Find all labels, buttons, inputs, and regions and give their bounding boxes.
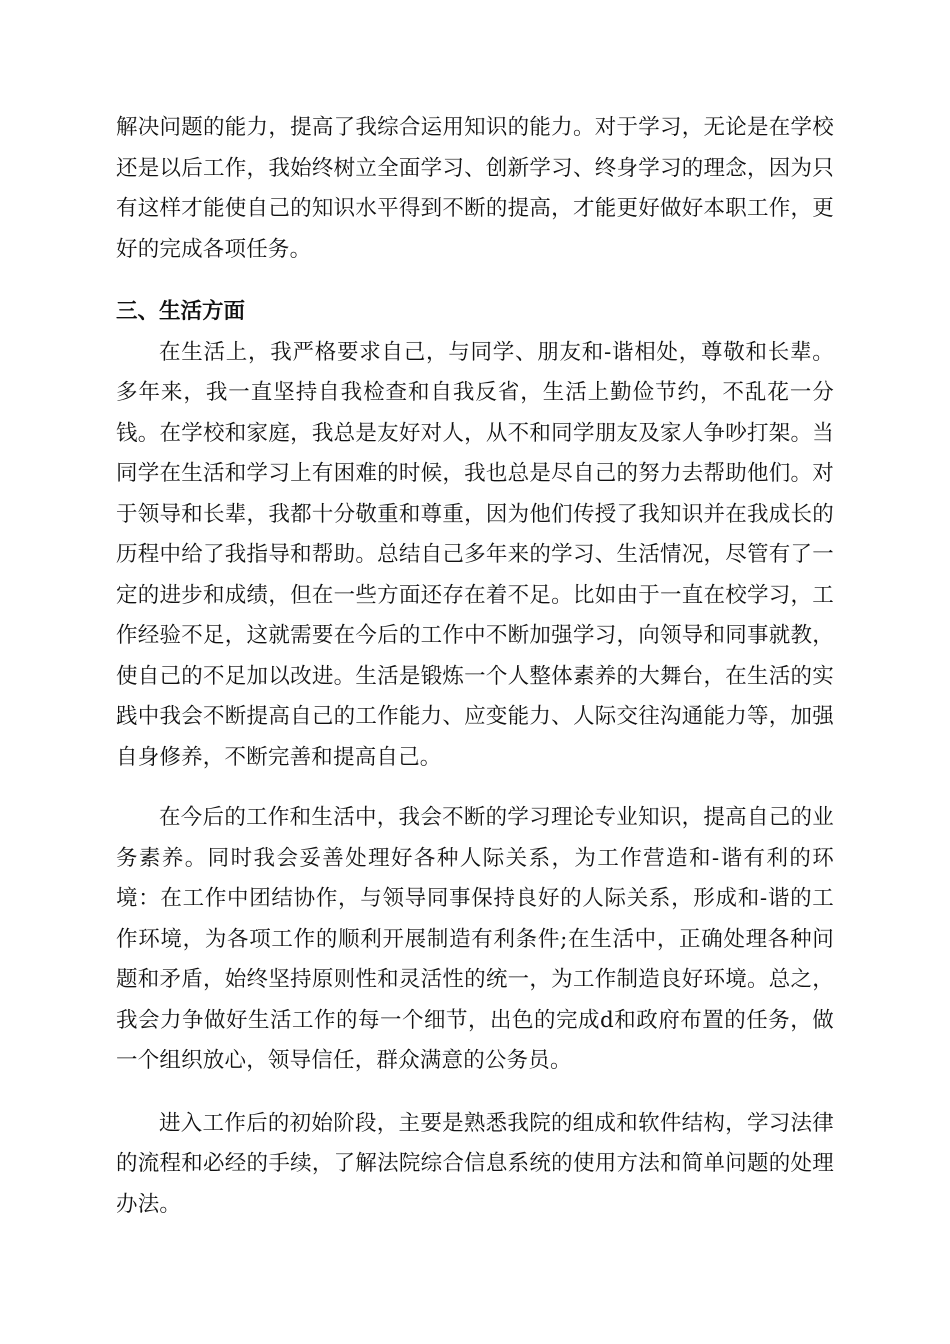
paragraph-initial-stage: 进入工作后的初始阶段，主要是熟悉我院的组成和软件结构，学习法律的流程和必经的手续，了解法院综合信息系统的使用方法和简单问题的处理办法。	[116, 1110, 834, 1217]
paragraph-future-work: 在今后的工作和生活中，我会不断的学习理论专业知识，提高自己的业务素养。同时我会妥善处理好各种人际关系，为工作营造和-谐有利的环境：在工作中团结协作，与领导同事保持良好的人际关系，形成和-谐的工作环境，为各项工作的顺利开展制造有利条件;在生活中，正确处理各种问题和矛盾，始终坚持原则性和灵活性的统一，为工作制造良好环境。总之，我会力争做好生活工作的每一个细节，出色的完成d和政府布置的任务，做一个组织放心，领导信任，群众满意的公务员。	[116, 805, 834, 1073]
document-page	[116, 108, 834, 1225]
paragraph-study-summary: 解决问题的能力，提高了我综合运用知识的能力。对于学习，无论是在学校还是以后工作，我始终树立全面学习、创新学习、终身学习的理念，因为只有这样才能使自己的知识水平得到不断的提高，才能更好做好本职工作，更好的完成各项任务。	[116, 115, 834, 262]
paragraph-life-aspect: 在生活上，我严格要求自己，与同学、朋友和-谐相处，尊敬和长辈。多年来，我一直坚持自我检查和自我反省，生活上勤俭节约，不乱花一分钱。在学校和家庭，我总是友好对人，从不和同学朋友及家人争吵打架。当同学在生活和学习上有困难的时候，我也总是尽自己的努力去帮助他们。对于领导和长辈，我都十分敬重和尊重，因为他们传授了我知识并在我成长的历程中给了我指导和帮助。总结自己多年来的学习、生活情况，尽管有了一定的进步和成绩，但在一些方面还存在着不足。比如由于一直在校学习，工作经验不足，这就需要在今后的工作中不断加强学习，向领导和同事就教，使自己的不足加以改进。生活是锻炼一个人整体素养的大舞台，在生活的实践中我会不断提高自己的工作能力、应变能力、人际交往沟通能力等，加强自身修养，不断完善和提高自己。	[116, 339, 834, 770]
section-heading-life: 三、生活方面	[116, 299, 246, 324]
